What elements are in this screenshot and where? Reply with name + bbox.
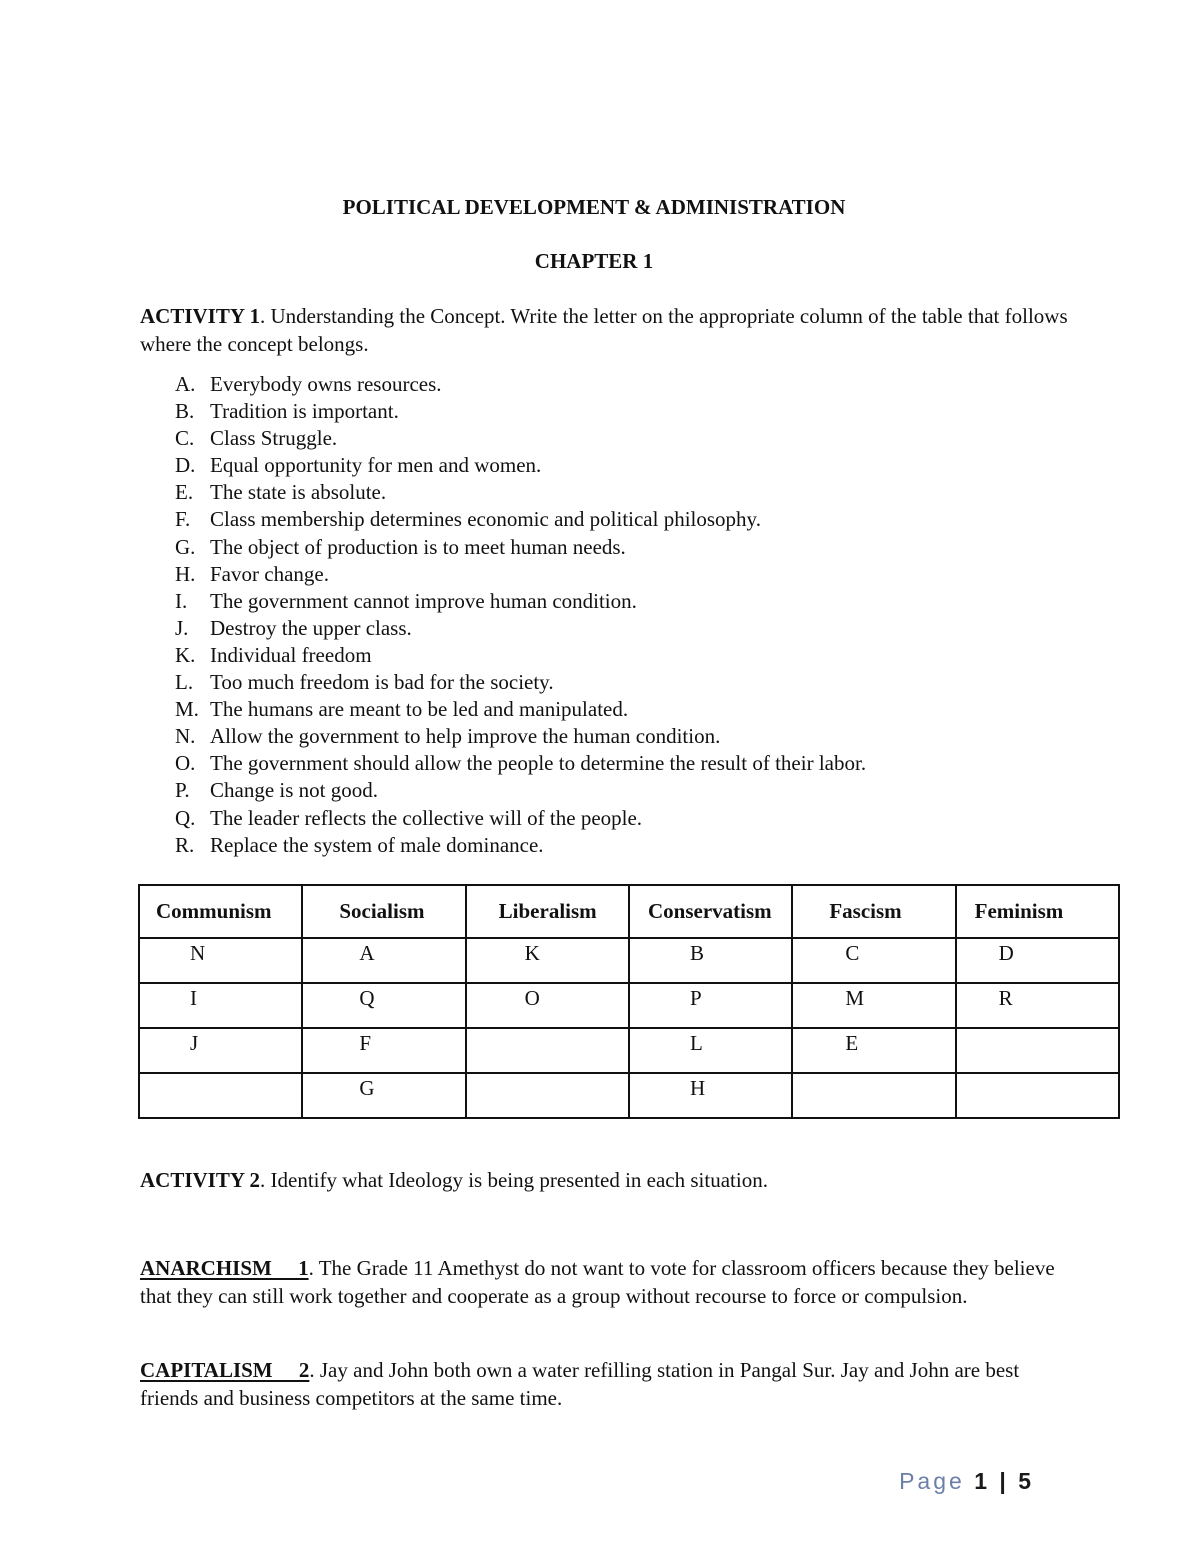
list-item <box>140 805 866 832</box>
table-row <box>139 1028 1119 1073</box>
list-item-text: Class membership determines economic and political philosophy. <box>210 507 761 532</box>
list-item-letter: G. <box>175 534 196 559</box>
list-item-letter: Q. <box>175 805 196 830</box>
page-total: 5 <box>1018 1468 1034 1494</box>
table-cell <box>956 1073 1119 1118</box>
list-item <box>140 452 866 479</box>
list-item-text: Everybody owns resources. <box>210 372 442 396</box>
situation-1-text: . The Grade 11 Amethyst do not want to vote for classroom officers because they believe that they can still work together and cooperate as a group without recourse to force or compulsion. <box>140 1256 1055 1308</box>
list-item-text: Allow the government to help improve the human condition. <box>210 724 721 749</box>
list-item <box>140 479 866 506</box>
situation-1 <box>140 1254 1070 1310</box>
list-item-letter: M. <box>175 697 199 722</box>
list-item-text: The object of production is to meet human needs. <box>210 534 626 559</box>
situation-2-text: . Jay and John both own a water refilling station in Pangal Sur. Jay and John are best friends and business competitors at the same time. <box>140 1358 1020 1410</box>
list-item <box>140 615 866 642</box>
table-cell: I <box>139 983 302 1028</box>
list-item <box>140 425 866 452</box>
list-item <box>140 534 866 561</box>
list-item-text: Too much freedom is bad for the society. <box>210 670 554 695</box>
table-cell: C <box>792 938 955 983</box>
list-item-text: Individual freedom <box>210 642 372 667</box>
chapter-heading: CHAPTER 1 <box>534 249 654 273</box>
table-cell <box>139 1073 302 1118</box>
header-fascism: Fascism <box>792 885 955 938</box>
list-item-text: The leader reflects the collective will of the people. <box>210 805 643 830</box>
list-item <box>140 750 866 777</box>
list-item-text: The government should allow the people to determine the result of their labor. <box>210 751 867 776</box>
activity2-intro <box>140 1166 1070 1194</box>
list-item-letter: P. <box>175 778 190 803</box>
table-cell: N <box>139 938 302 983</box>
list-item-text: Destroy the upper class. <box>210 615 412 640</box>
list-item-letter: D. <box>175 453 196 478</box>
table-cell: H <box>629 1073 792 1118</box>
header-communism: Communism <box>139 885 302 938</box>
table-row <box>139 938 1119 983</box>
list-item-letter: K. <box>175 642 196 667</box>
ideology-table <box>138 884 1120 1119</box>
page-separator: | <box>999 1468 1009 1494</box>
table-cell: O <box>466 983 629 1028</box>
list-item-letter: N. <box>175 724 196 749</box>
activity1-intro <box>140 302 1070 358</box>
page-footer <box>899 1468 1034 1495</box>
list-item <box>140 777 866 804</box>
table-cell <box>466 1073 629 1118</box>
table-header-row <box>139 885 1119 938</box>
list-item-letter: B. <box>175 399 195 424</box>
activity2-instructions: . Identify what Ideology is being presented in each situation. <box>260 1168 768 1192</box>
table-row <box>139 983 1119 1028</box>
table-cell: Q <box>302 983 465 1028</box>
list-item-text: The government cannot improve human condition. <box>210 588 637 613</box>
list-item <box>140 669 866 696</box>
table-cell: L <box>629 1028 792 1073</box>
activity1-label: ACTIVITY 1 <box>140 304 260 328</box>
list-item-letter: C. <box>175 426 195 451</box>
table-cell: R <box>956 983 1119 1028</box>
list-item-text: The humans are meant to be led and manipulated. <box>210 697 629 722</box>
header-liberalism: Liberalism <box>466 885 629 938</box>
table-cell: G <box>302 1073 465 1118</box>
list-item <box>140 696 866 723</box>
table-cell: F <box>302 1028 465 1073</box>
page-number: 1 <box>974 1468 990 1494</box>
list-item-text: Class Struggle. <box>210 426 338 451</box>
list-item-letter: A. <box>175 372 196 396</box>
list-item-letter: J. <box>175 615 189 640</box>
table-row <box>139 1073 1119 1118</box>
table-cell: M <box>792 983 955 1028</box>
list-item-text: Change is not good. <box>210 778 378 803</box>
table-cell <box>466 1028 629 1073</box>
table-cell <box>956 1028 1119 1073</box>
list-item-letter: E. <box>175 480 194 505</box>
situation-2 <box>140 1356 1070 1412</box>
header-feminism: Feminism <box>956 885 1119 938</box>
table-cell: K <box>466 938 629 983</box>
list-item-text: Replace the system of male dominance. <box>210 832 544 857</box>
list-item-letter: I. <box>175 588 188 613</box>
list-item-letter: F. <box>175 507 191 532</box>
list-item <box>140 642 866 669</box>
header-conservatism: Conservatism <box>629 885 792 938</box>
list-item-letter: H. <box>175 561 196 586</box>
document-title: POLITICAL DEVELOPMENT & ADMINISTRATION <box>342 195 846 219</box>
table-cell: J <box>139 1028 302 1073</box>
list-item-text: Tradition is important. <box>210 399 399 424</box>
table-cell: B <box>629 938 792 983</box>
list-item <box>140 561 866 588</box>
table-cell: E <box>792 1028 955 1073</box>
list-item-letter: R. <box>175 832 195 857</box>
situation-1-answer: ANARCHISM 1 <box>140 1256 309 1280</box>
list-item <box>140 723 866 750</box>
list-item <box>140 588 866 615</box>
table-cell: A <box>302 938 465 983</box>
list-item-text: Favor change. <box>210 561 329 586</box>
page-word: Page <box>899 1468 965 1494</box>
activity2-label: ACTIVITY 2 <box>140 1168 260 1192</box>
list-item-text: Equal opportunity for men and women. <box>210 453 542 478</box>
list-item <box>140 398 866 425</box>
list-item-text: The state is absolute. <box>210 480 387 505</box>
list-item-letter: L. <box>175 670 194 695</box>
table-cell <box>792 1073 955 1118</box>
activity1-instructions: . Understanding the Concept. Write the letter on the appropriate column of the table that follows where the concept belongs. <box>140 304 1068 356</box>
list-item <box>140 832 866 859</box>
situation-2-answer: CAPITALISM 2 <box>140 1358 310 1382</box>
list-item-letter: O. <box>175 751 196 776</box>
list-item <box>140 371 866 398</box>
concept-list <box>140 371 866 859</box>
table-cell: P <box>629 983 792 1028</box>
table-cell: D <box>956 938 1119 983</box>
header-socialism: Socialism <box>302 885 465 938</box>
list-item <box>140 506 866 533</box>
